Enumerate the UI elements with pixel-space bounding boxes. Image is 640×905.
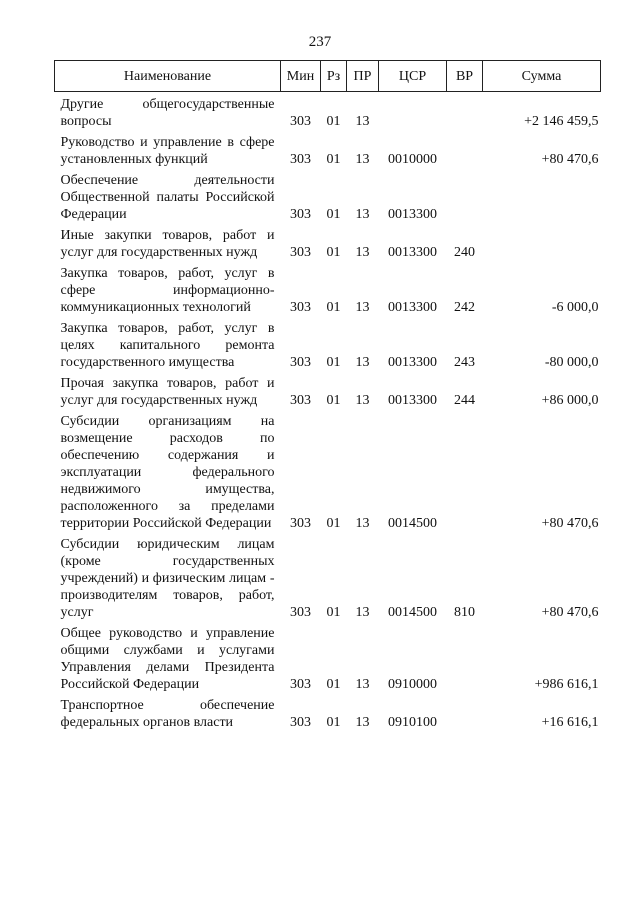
cell-rz: 01 xyxy=(326,677,341,692)
cell-rz: 01 xyxy=(326,245,341,260)
cell-csr: 0910100 xyxy=(388,715,437,730)
cell-vr: 244 xyxy=(454,393,475,408)
cell-sum: -80 000,0 xyxy=(544,355,599,370)
cell-sum xyxy=(483,168,601,223)
cell-name: Обеспечение деятельности Общественной палаты Российской Федерации xyxy=(60,173,275,222)
cell-sum: +80 470,6 xyxy=(541,152,599,167)
cell-sum: -6 000,0 xyxy=(551,300,599,315)
cell-csr: 0013300 xyxy=(388,245,437,260)
cell-csr: 0013300 xyxy=(388,207,437,222)
cell-vr xyxy=(447,409,483,532)
table-row xyxy=(55,316,601,371)
cell-name: Транспортное обеспечение федеральных органов власти xyxy=(60,698,275,730)
header-pr: ПР xyxy=(347,61,379,92)
cell-pr: 13 xyxy=(355,355,370,370)
table-row xyxy=(55,261,601,316)
cell-sum: +986 616,1 xyxy=(534,677,599,692)
cell-sum: +16 616,1 xyxy=(541,715,599,730)
cell-name: Прочая закупка товаров, работ и услуг для государственных нужд xyxy=(60,376,275,408)
header-min: Мин xyxy=(281,61,321,92)
table-row xyxy=(55,92,601,131)
cell-rz: 01 xyxy=(326,300,341,315)
cell-rz: 01 xyxy=(326,355,341,370)
cell-rz: 01 xyxy=(326,715,341,730)
cell-csr: 0013300 xyxy=(388,300,437,315)
cell-csr xyxy=(379,92,447,131)
cell-name: Субсидии юридическим лицам (кроме государственных учреждений) и физическим лицам - производителям товаров, работ, услуг xyxy=(60,537,275,620)
cell-pr: 13 xyxy=(355,393,370,408)
cell-pr: 13 xyxy=(355,300,370,315)
cell-rz: 01 xyxy=(326,114,341,129)
cell-name: Субсидии организациям на возмещение расходов по обеспечению содержания и эксплуатации федерального недвижимого имущества, расположенного за пределами территории Российской Федерации xyxy=(60,414,275,531)
page-number: 237 xyxy=(308,34,332,50)
cell-sum: +86 000,0 xyxy=(541,393,599,408)
cell-min: 303 xyxy=(290,677,311,692)
cell-min: 303 xyxy=(290,393,311,408)
cell-rz: 01 xyxy=(326,605,341,620)
cell-sum: +2 146 459,5 xyxy=(524,114,599,129)
table-header-row xyxy=(55,61,601,92)
table-row xyxy=(55,409,601,532)
cell-sum: +80 470,6 xyxy=(541,516,599,531)
cell-csr: 0013300 xyxy=(388,393,437,408)
cell-name: Иные закупки товаров, работ и услуг для государственных нужд xyxy=(60,228,275,260)
cell-csr: 0010000 xyxy=(388,152,437,167)
cell-min: 303 xyxy=(290,114,311,129)
cell-vr xyxy=(447,92,483,131)
cell-pr: 13 xyxy=(355,152,370,167)
cell-rz: 01 xyxy=(326,516,341,531)
cell-name: Руководство и управление в сфере установленных функций xyxy=(60,135,275,167)
cell-pr: 13 xyxy=(355,207,370,222)
cell-min: 303 xyxy=(290,152,311,167)
cell-min: 303 xyxy=(290,355,311,370)
table-row xyxy=(55,693,601,731)
cell-csr: 0910000 xyxy=(388,677,437,692)
cell-name: Другие общегосударственные вопросы xyxy=(60,97,275,129)
cell-csr: 0014500 xyxy=(388,605,437,620)
cell-csr: 0013300 xyxy=(388,355,437,370)
table-row xyxy=(55,130,601,168)
cell-vr xyxy=(447,130,483,168)
cell-min: 303 xyxy=(290,605,311,620)
cell-min: 303 xyxy=(290,516,311,531)
cell-sum xyxy=(483,223,601,261)
cell-vr: 243 xyxy=(454,355,475,370)
cell-rz: 01 xyxy=(326,207,341,222)
cell-pr: 13 xyxy=(355,245,370,260)
table-row xyxy=(55,532,601,621)
header-vr: ВР xyxy=(447,61,483,92)
cell-pr: 13 xyxy=(355,114,370,129)
cell-rz: 01 xyxy=(326,152,341,167)
table-row xyxy=(55,621,601,693)
budget-table xyxy=(54,60,601,731)
cell-vr: 810 xyxy=(454,605,475,620)
cell-min: 303 xyxy=(290,245,311,260)
header-name: Наименование xyxy=(55,61,281,92)
table-row xyxy=(55,168,601,223)
cell-pr: 13 xyxy=(355,605,370,620)
cell-pr: 13 xyxy=(355,715,370,730)
cell-name: Закупка товаров, работ, услуг в сфере информационно-коммуникационных технологий xyxy=(60,266,275,315)
cell-sum: +80 470,6 xyxy=(541,605,599,620)
cell-pr: 13 xyxy=(355,516,370,531)
table-row xyxy=(55,371,601,409)
cell-csr: 0014500 xyxy=(388,516,437,531)
cell-name: Общее руководство и управление общими службами и услугами Управления делами Президента Российской Федерации xyxy=(60,626,275,692)
cell-min: 303 xyxy=(290,207,311,222)
cell-vr xyxy=(447,621,483,693)
header-csr: ЦСР xyxy=(379,61,447,92)
cell-rz: 01 xyxy=(326,393,341,408)
cell-min: 303 xyxy=(290,715,311,730)
cell-pr: 13 xyxy=(355,677,370,692)
header-sum: Сумма xyxy=(483,61,601,92)
cell-vr xyxy=(447,168,483,223)
cell-vr xyxy=(447,693,483,731)
header-rz: Рз xyxy=(321,61,347,92)
cell-name: Закупка товаров, работ, услуг в целях капитального ремонта государственного имущества xyxy=(60,321,275,370)
cell-vr: 242 xyxy=(454,300,475,315)
cell-vr: 240 xyxy=(454,245,475,260)
table-row xyxy=(55,223,601,261)
cell-min: 303 xyxy=(290,300,311,315)
